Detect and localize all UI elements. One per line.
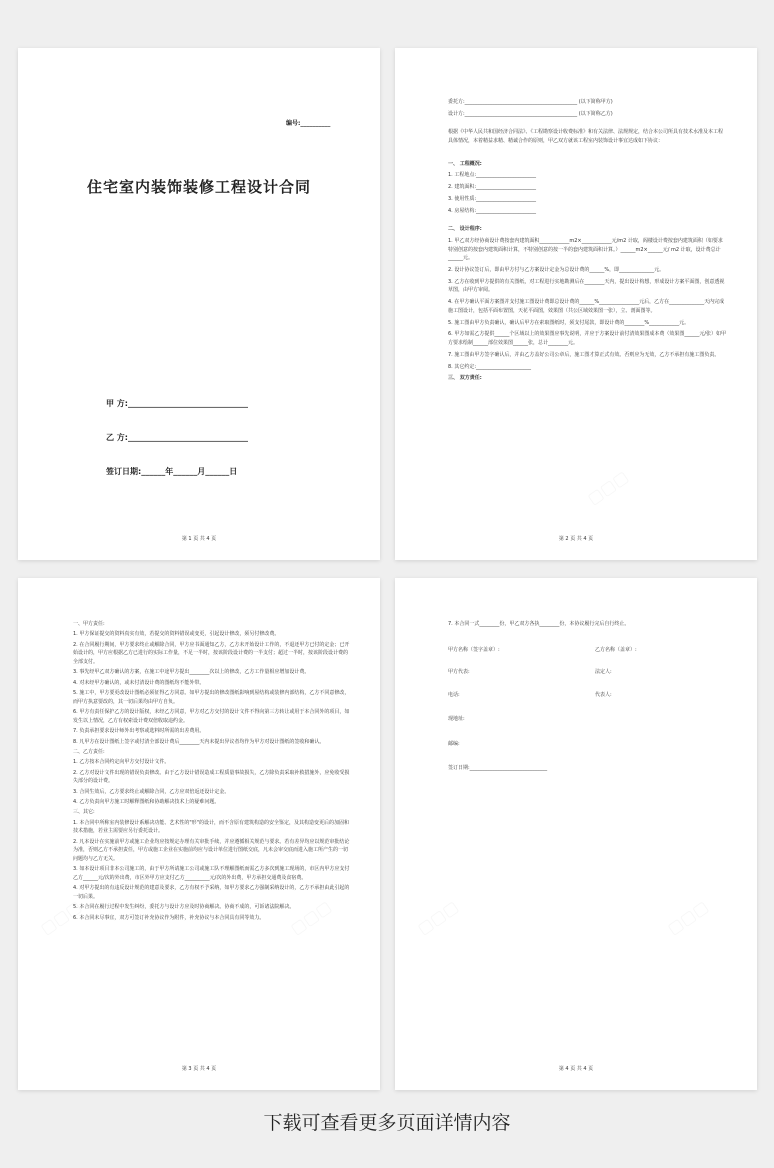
paragraph: 3. 使用性质:________________________ — [448, 195, 537, 202]
paragraph: 三、其它: — [73, 809, 95, 816]
paragraph: 一、甲方责任: — [73, 621, 105, 627]
page-footer: 第 1 页 共 4 页 — [181, 536, 217, 542]
page-footer: 第 2 页 共 4 页 — [558, 536, 594, 542]
section-heading: 一、 工程概况: — [448, 160, 482, 167]
watermark — [414, 897, 462, 939]
paragraph: 4. 乙方负责向甲方施工时解释图纸和协助解决技术上的疑难问题。 — [73, 799, 220, 806]
paragraph: 6. 甲方如需乙方提供______个区域以上的效果图应事先说明，并应于方案设计前付清效果图成本费（效果图______元/张）如甲方要求绘制______部位效果图______张，总计________元。 — [448, 331, 727, 346]
paragraph: 2. 乙方对设计文件出现的错误负责修改。由于乙方设计错误造成工程质量事故损失，乙方除负责采取补救措施外，应免收受损失部分的设计费。 — [73, 769, 350, 785]
paragraph: 3. 事先经甲乙双方确认的方案，在施工中途甲方提出________次以上的修改，乙方工作量相应增加设计费。 — [73, 669, 310, 676]
paragraph: 1. 本合同中所称室内装修设计系解决功能、艺术性的"形"的设计，而不含原有建筑构造的安全鉴定，及其构造变更后的加固和技术措施，若业主需要应另行委托设计。 — [73, 819, 349, 835]
contract-page-2 — [395, 48, 757, 560]
paragraph: 委托方:_____________________________________________ (以下简称甲方) — [448, 99, 613, 105]
paragraph: 1. 甲方保证提交的资料真实有效，若提交的资料错误或变更，引起设计修改，须另付修改费。 — [73, 631, 280, 638]
watermark — [584, 467, 632, 509]
paragraph: 5. 施工中，甲方要更改设计图纸必须征得乙方同意。如甲方提出的修改图纸影响到屋结构或装修内部结构，乙方不同意修改，而甲方执意要改的，其一切后果均由甲方自负。 — [73, 690, 350, 705]
party-b-field: 乙 方:______________________________ — [106, 433, 248, 442]
paragraph: 7. 施工图由甲方签字确认后，并由乙方盖好公司公章后，施工图才算正式有效。否则应为无效，乙方不承担有施工图负责。 — [448, 351, 720, 358]
paragraph: 4. 对甲方提出的有违反设计规范的建意及要求，乙方有权不予采纳，如甲方要求乙方强制采纳设计的，乙方不承担由此引起的一切后果。 — [73, 885, 350, 900]
party-a-rep-label: 甲方代表: — [448, 669, 470, 675]
paragraph: 1. 乙方按本合同约定向甲方交付设计文件。 — [73, 759, 170, 766]
paragraph: 3. 合同生效后，乙方要求终止或解除合同，乙方应双倍返还设计定金。 — [73, 788, 230, 795]
paragraph: 3. 如本设计项目非本公司施工的，由于甲方所请施工公司或施工队不理解图纸而需乙方多次到施工现场的，市区内甲方应支付乙方______元/次的外出费，市区外甲方应支付乙方__________元/次的外出费，甲方承担交通费及食宿费。 — [73, 866, 350, 881]
paragraph: 设计方:_____________________________________________ (以下简称乙方) — [448, 110, 613, 117]
party-b-sign-label: 乙方名称（盖章）: — [595, 647, 637, 653]
page-2-body — [448, 98, 727, 386]
paragraph: 8. 凡甲方在设计图纸上签字或付清全部设计费后________天内未提出异议者均作为甲方对设计图纸的签收和确认。 — [73, 738, 325, 745]
phone-label: 电话: — [448, 692, 460, 698]
section-heading: 三、 双方责任: — [448, 375, 482, 382]
contract-page-1 — [18, 48, 380, 560]
contract-number: 编号:__________ — [286, 120, 331, 127]
paragraph: 2. 凡本设计在实施前甲方或施工企业均应按规定办理有关审批手续，并应遵循相关规范与要求。若有差异均应以规范审批结论为准，否则乙方不承担责任，甲方或施工企业在实施前均应与设计单位进行图纸交底，凡未会审交底而进入施工所产生的一切问题均与乙方无关。 — [73, 838, 350, 862]
address-label: 现地址: — [448, 716, 465, 722]
paragraph: 7. 负责承担要求设计师外出考察或选料时所需的出差费用。 — [73, 728, 205, 735]
party-a-sign-label: 甲方名称（签字盖章）: — [448, 647, 500, 653]
party-a-field: 甲 方:______________________________ — [106, 399, 248, 408]
paragraph: 二、乙方责任: — [73, 748, 105, 755]
paragraph: 6. 甲方有责任保护乙方的设计版权，未经乙方同意，甲方对乙方交付的设计文件不得向第三方转让或用于本合同外的项目，如发生以上情况，乙方有权索设计费双倍收取违约金。 — [73, 709, 350, 724]
paragraph: 1. 甲乙双方经协商设计费按套内建筑面积____________m2×____________元/m2 计取，阁楼设计费按套内建筑面积（如要求特别创意的按套内建筑面积计算，不特别创意的按一半的套内建筑面积计算。）______m2×______元/ m2 计取，设计费总计______元。 — [448, 238, 723, 262]
paragraph: 5. 本合同在履行过程中发生纠纷，委托方与设计方应及时协商解决。协商不成的，可诉诸法院解决。 — [73, 904, 295, 911]
paragraph: 3. 乙方在收到甲方提供的有关图纸，对工程进行实地勘测后在________天内，提出设计构想，形成设计方案平面图，创意透视草图，由甲方审阅。 — [448, 278, 725, 294]
contract-title: 住宅室内装饰装修工程设计合同 — [86, 178, 311, 196]
page-footer: 第 3 页 共 4 页 — [181, 1066, 217, 1072]
contract-page-3 — [18, 578, 380, 1090]
contract-page-4 — [395, 578, 757, 1090]
representative-label: 代表人: — [595, 692, 612, 698]
page-footer: 第 4 页 共 4 页 — [558, 1066, 594, 1072]
sign-date-field: 签订日期:______年______月______日 — [106, 467, 238, 476]
paragraph: 2. 设计协议签订后，即由甲方付与乙方案设计定金为总设计费的______%，即______________元。 — [448, 267, 665, 274]
paragraph: 5. 施工图由甲方负责确认，确认后甲方在索取图纸时，须支付尾款，即设计费的________%____________元。 — [448, 319, 690, 326]
paragraph: 2. 在合同履行期间，甲方要求终止或解除合同，甲方应书面通知乙方，乙方未开始设计工作的，不退还甲方已付的定金；已开始设计的，甲方应根据乙方已进行的实际工作量，不足一半时，按该阶段设计费的一半支付；超过一半时，按该阶段设计费的全部支付。 — [73, 641, 350, 665]
paragraph: 4. 在甲方确认平面方案图并支付施工图设计费即总设计费的______%________________元后，乙方在______________天内完成施工图设计，包括平面布置图，天花平面图，效果图（共公区域效果图一张），立、剖面图等。 — [448, 299, 725, 314]
paragraph: 4. 房屋结构:________________________ — [448, 207, 537, 214]
watermark — [664, 897, 712, 939]
paragraph: 2. 建筑面积:________________________ — [448, 184, 537, 191]
legal-person-label: 法定人: — [595, 669, 612, 675]
sign-date-label: 签订日期:_______________________________ — [448, 765, 548, 771]
postcode-label: 邮编: — [448, 741, 460, 747]
page-3-body — [73, 620, 352, 924]
clause-copies: 7. 本合同一式________份，甲乙双方各执________份，本协议履行完后自行终止。 — [448, 621, 630, 627]
paragraph: 根据《中华人民共和国经济合同法》、《工程勘察设计收费标准》和有关法律、法规规定，结合本公司所具有技术水准及本工程具体情况，本着精益求精、精诚合作的原则，甲乙双方就该工程室内装饰设计事宜达成如下协议： — [448, 129, 724, 144]
paragraph: 4. 对未经甲方确认的，或未付清设计费的图纸均不能外带。 — [73, 679, 205, 686]
section-heading: 二、 设计程序: — [448, 226, 482, 233]
paragraph: 1. 工程地点:________________________ — [448, 172, 537, 179]
download-caption: 下载可查看更多页面详情内容 — [263, 1112, 511, 1134]
paragraph: 8. 其它约定:______________________ — [448, 363, 532, 370]
paragraph: 6. 本合同未尽事宜，双方可签订补充协议作为附件，补充协议与本合同具有同等效力。 — [73, 914, 265, 921]
